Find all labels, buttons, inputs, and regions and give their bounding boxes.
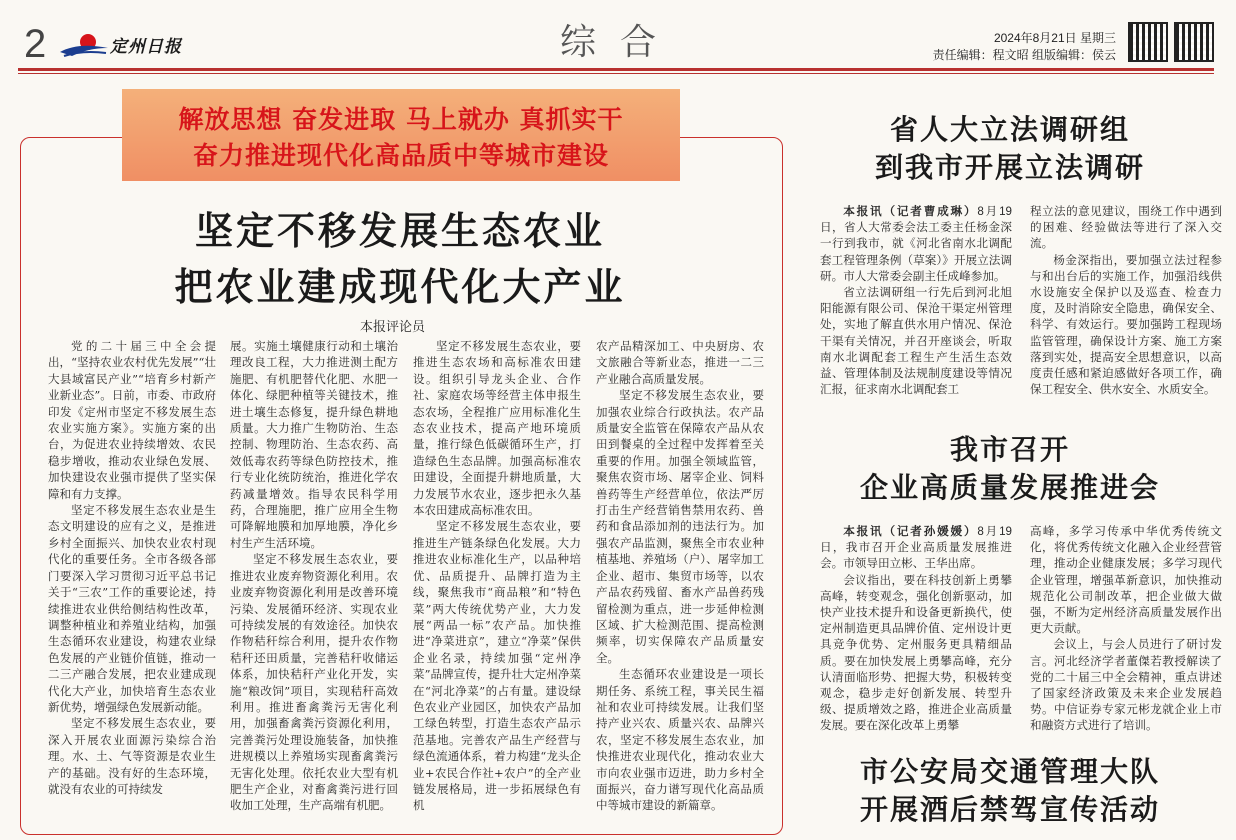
- paragraph: 展。实施土壤健康行动和土壤治理改良工程，大力推进测土配方施肥、有机肥替代化肥、水肥一体化、绿肥种植等关键技术，推进土壤生态修复，提升绿色耕地质量。大力推广生物防治、生态控制、物理防治、生态农药、高效低毒农药等绿色防控技术，推行专业化统防统治，推进化学农药减量增效。指导农民科学用药，合理施肥，推广应用全生物可降解地膜和加厚地膜，净化乡村生产生活环境。: [230, 339, 398, 550]
- main-headline-line-2: 把农业建成现代化大产业: [174, 265, 626, 309]
- main-byline: 本报评论员: [360, 320, 426, 335]
- paragraph: 杨金深指出，要加强立法过程参与和出台后的实施工作，加强沿线供水设施安全保护以及巡查、检查力度，及时消除安全隐患，确保安全、科学、有效运行。要加强跨工程现场监管管理，确保设计方案、施工方案落到实处，提高安全思想意识，以高度责任感和紧迫感做好各项工作，确保工程安全、供水安全、水质安全。: [1030, 253, 1222, 397]
- paragraph: 坚定不移发展生态农业，要推进生态农场和高标准农田建设。组织引导龙头企业、合作社、家庭农场等经营主体申报生态农场，全程推广应用标准化生态农业技术，提高产地环境质量，推行绿色低碳循环生产，打造绿色生态品牌。加强高标准农田建设，全面提升耕地质量，大力发展节水农业，逐步把永久基本农田建成高标准农田。: [413, 339, 581, 518]
- paragraph: 坚定不移发展生态农业，要推进生产链条绿色化发展。大力推进农业标准化生产，以品种培优、品质提升、品牌打造为主线，聚焦我市“商品粮”和“特色菜”两大传统优势产业，大力发展“两品一标”农产品。加快推进“净菜进京”，建立“净菜”保供企业名录，持续加强“定州净菜”品牌宣传，提升壮大定州净菜在“河北净菜”的占有量。建设绿色农业产业园区，加快农产品加工绿色转型，打造生态农产品示范基地。完善农产品生产经营与绿色流通体系，着力构建“龙头企业+农民合作社+农户”的全产业链发展格局，进一步拓展绿色有机: [413, 519, 581, 813]
- paragraph: 坚定不移发展生态农业，要深入开展农业面源污染综合治理。水、土、气等资源是农业生产的基础。没有好的生态环境，就没有农业的可持续发: [48, 716, 216, 796]
- paragraph: 程立法的意见建议，围绕工作中遇到的困难、经验做法等进行了深入交流。: [1030, 205, 1222, 251]
- main-article-column: [413, 338, 581, 828]
- article-4-headline-line-2: 开展酒后禁驾宣传活动: [859, 793, 1160, 826]
- paragraph: 党的二十届三中全会提出，“坚持农业农村优先发展”“壮大县域富民产业”“培育乡村新产业新业态”。日前，市委、市政府印发《定州市坚定不移发展生态农业实施方案》。实施方案的出台，为促进农业持续增效、农民稳步增收，推动农业绿色发展、加快建设农业强市提供了坚实保障和有力支撑。: [48, 339, 216, 501]
- newspaper-logo-icon: [58, 30, 110, 60]
- page-number: 2: [24, 22, 47, 66]
- paragraph: 会议上，与会人员进行了研讨发言。河北经济学者董傑若教授解读了党的二十届三中全会精神，重点讲述了国家经济政策及未来企业发展趋势。中信证券专家元彬龙就企业上市和融资方式进行了培训。: [1030, 638, 1222, 733]
- article-3-headline-line-2: 企业高质量发展推进会: [859, 471, 1160, 504]
- article-3-column: [820, 524, 1012, 733]
- qr-code-icon: [1174, 22, 1214, 62]
- article-3-headline-line-1: 我市召开: [949, 433, 1070, 466]
- editors-line: 责任编辑：程文昭 组版编辑：侯云: [932, 48, 1116, 62]
- main-headline-line-1: 坚定不移发展生态农业: [194, 209, 605, 253]
- paragraph: 生态循环农业建设是一项长期任务、系统工程，事关民生福祉和农业可持续发展。让我们坚持产业兴农、质量兴农、品牌兴农，坚定不移发展生态农业，加快推进农业现代化，推动农业大市向农业强市迈进，助力乡村全面振兴，奋力谱写现代化高品质中等城市建设的新篇章。: [596, 667, 764, 813]
- article-2-headline-line-2: 到我市开展立法调研: [874, 151, 1145, 184]
- issue-meta: [933, 30, 1116, 64]
- paragraph: 高峰，多学习传承中华优秀传统文化，将优秀传统文化融入企业经营管理，推动企业健康发展；多学习现代企业管理，增强革新意识，加快推动规范化公司制改革，把企业做大做强，不断为定州经济高质量发展作出更大贡献。: [1030, 525, 1222, 636]
- article-2-lead: 本报讯（记者曹成琳）: [843, 205, 978, 218]
- paragraph: 会议指出，要在科技创新上勇攀高峰，转变观念，强化创新驱动，加快产业技术提升和设备更新换代，使定州制造更具品牌价值、定州设计更具竞争优势、定州服务更具精细品质。要在加快发展上勇攀高峰，充分认清面临形势、把握大势，积极转变观念，稳步走好创新发展、转型升级、提质增效之路，推进企业高质量发展。要在深化改革上勇攀: [820, 573, 1012, 733]
- paragraph: 坚定不移发展生态农业，要推进农业废弃物资源化利用。农业废弃物资源化利用是改善环境污染、发展循环经济、实现农业可持续发展的有效途径。加快农作物秸秆综合利用，提升农作物秸秆还田质量，完善秸秆收储运体系，加快秸秆产业化开发，实施“粮改饲”项目，实现秸秆高效利用。推进畜禽粪污无害化利用，加强畜禽粪污资源化利用，完善粪污处理设施装备，加快推进规模以上养殖场实现畜禽粪污无害化处理。依托农业大型有机肥生产企业，对畜禽粪污进行回收加工处理，生产高端有机肥。: [230, 552, 398, 813]
- qr-code-icon: [1128, 22, 1168, 62]
- article-4-headline-line-1: 市公安局交通管理大队: [859, 755, 1160, 788]
- article-2-headline-line-1: 省人大立法调研组: [889, 113, 1130, 146]
- main-article-column: [48, 338, 216, 828]
- paper-name: 定州日报: [110, 37, 182, 57]
- masthead-rule: [18, 68, 1214, 71]
- issue-date: 2024年8月21日 星期三: [993, 31, 1116, 45]
- article-2-column: [820, 204, 1012, 414]
- paragraph: 8月19日，我市召开企业高质量发展推进会。市领导田立彬、王华出席。: [820, 525, 1012, 571]
- main-article-column: [230, 338, 398, 828]
- masthead-rule-thin: [18, 73, 1214, 74]
- paragraph: 农产品精深加工、中央厨房、农文旅融合等新业态，推进一二三产业融合高质量发展。: [596, 339, 764, 386]
- paragraph: 坚定不移发展生态农业，要加强农业综合行政执法。农产品质量安全监管在保障农产品从农田到餐桌的全过程中发挥着至关重要的作用。加强全领域监管，聚焦农资市场、屠宰企业、饲料兽药等生产经营单位，依法严厉打击生产经营销售禁用农药、兽药和食品添加剂的违法行为。加强农产品监测，聚焦全市农业种植基地、养殖场（户）、屠宰加工企业、超市、集贸市场等，以农产品农药残留、畜水产品兽药残留检测为重点，进一步延伸检测区域、扩大检测范围、提高检测频率，切实保障农产品质量安全。: [596, 388, 764, 665]
- article-2-column: [1030, 204, 1222, 414]
- banner-line-1: 解放思想 奋发进取 马上就办 真抓实干: [178, 105, 624, 134]
- main-article-column: [596, 338, 764, 828]
- article-3-lead: 本报讯（记者孙媛媛）: [843, 525, 978, 538]
- masthead: [0, 0, 1236, 72]
- section-title: 综合: [560, 22, 681, 63]
- article-3-column: [1030, 524, 1222, 733]
- paragraph: 坚定不移发展生态农业是生态文明建设的应有之义，是推进乡村全面振兴、加快农业农村现代化的重要任务。全市各级各部门要深入学习贯彻习近平总书记关于“三农”工作的重要论述，持续推进农业供给侧结构性改革，调整种植业和养殖业结构，加强生态循环农业建设，构建农业绿色发展的产业链价值链，推动一二三产融合发展，把农业建成现代化大产业，加快培育生态农业新优势，增强绿色发展新动能。: [48, 503, 216, 714]
- slogan-banner: [122, 89, 680, 181]
- banner-line-2: 奋力推进现代化高品质中等城市建设: [192, 141, 609, 170]
- paragraph: 省立法调研组一行先后到河北旭阳能源有限公司、保沧干渠定州管理处，实地了解直供水用户情况、保沧干渠有关情况，并召开座谈会，听取南水北调配套工程生产生活生态效益、管理体制及法规制度建设等情况汇报，征求南水北调配套工: [820, 286, 1012, 397]
- paragraph: 8月19日，省人大常委会法工委主任杨金深一行到我市，就《河北省南水北调配套工程管理条例（草案）》开展立法调研。市人大常委会副主任成峰参加。: [820, 205, 1012, 283]
